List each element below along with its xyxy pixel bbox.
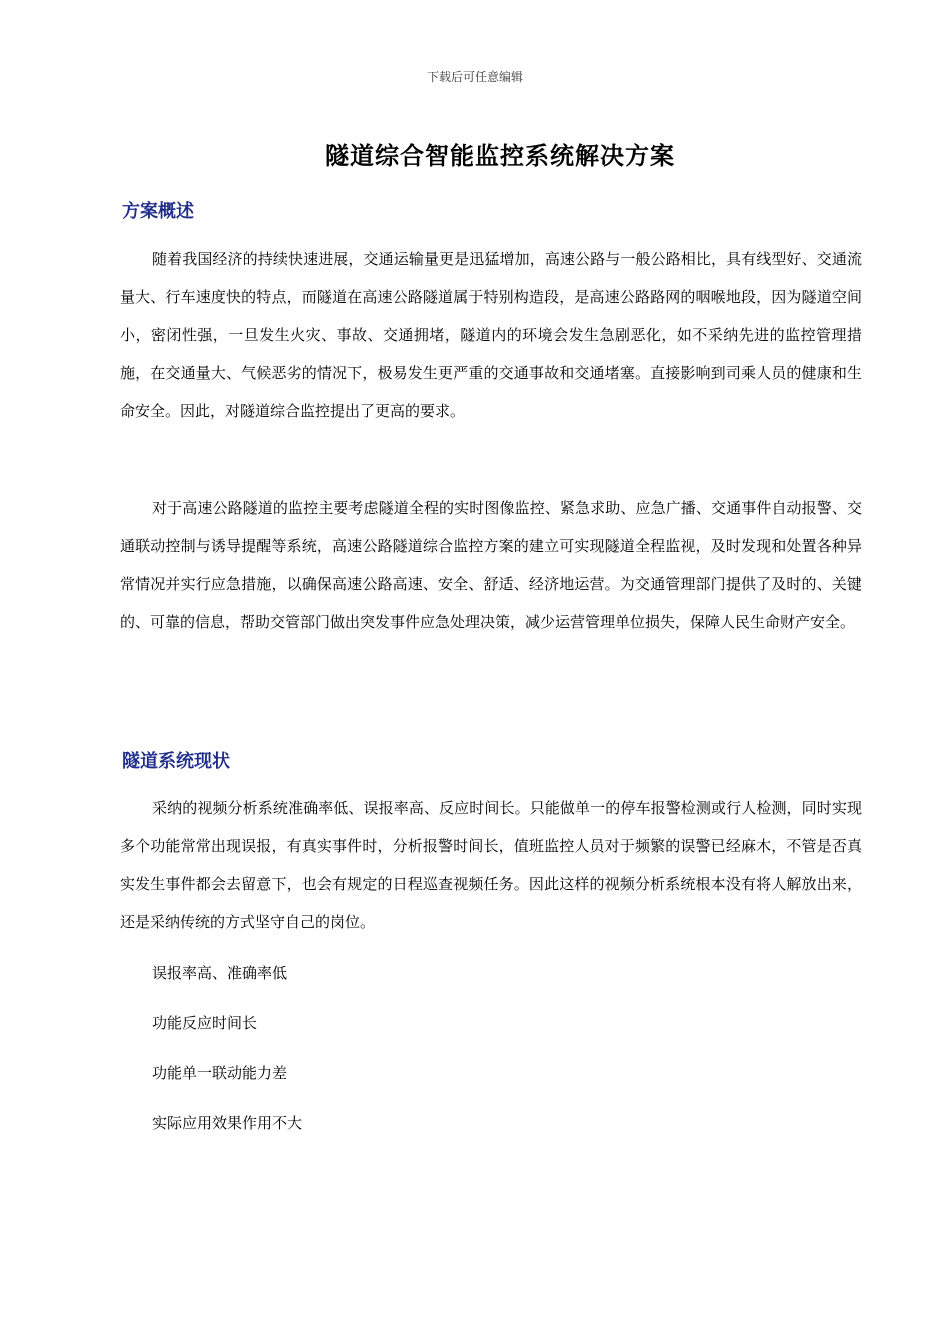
list-item: 功能单一联动能力差 (152, 1064, 288, 1082)
section-title-status: 隧道系统现状 (122, 751, 230, 772)
paragraph-overview-2: 对于高速公路隧道的监控主要考虑隧道全程的实时图像监控、紧急求助、应急广播、交通事件自动报警、交通联动控制与诱导提醒等系统，高速公路隧道综合监控方案的建立可实现隧道全程监视，及时发现和处置各种异常情况并实行应急措施，以确保高速公路高速、安全、舒适、经济地运营。为交通管理部门提供了及时的、关键的、可靠的信息，帮助交管部门做出突发事件应急处理决策，减少运营管理单位损失，保障人民生命财产安全。 (120, 499, 862, 631)
list-item: 功能反应时间长 (152, 1014, 258, 1032)
header-note: 下载后可任意编辑 (426, 70, 523, 84)
document-title: 隧道综合智能监控系统解决方案 (325, 141, 675, 170)
section-title-overview: 方案概述 (122, 201, 194, 222)
list-item: 实际应用效果作用不大 (152, 1114, 303, 1132)
list-item: 误报率高、准确率低 (152, 964, 288, 982)
paragraph-overview-1: 随着我国经济的持续快速进展，交通运输量更是迅猛增加，高速公路与一般公路相比，具有线型好、交通流量大、行车速度快的特点，而隧道在高速公路隧道属于特别构造段，是高速公路路网的咽喉地段，因为隧道空间小，密闭性强，一旦发生火灾、事故、交通拥堵，隧道内的环境会发生急剧恶化，如不采纳先进的监控管理措施，在交通量大、气候恶劣的情况下，极易发生更严重的交通事故和交通堵塞。直接影响到司乘人员的健康和生命安全。因此，对隧道综合监控提出了更高的要求。 (120, 250, 862, 420)
paragraph-status-1: 采纳的视频分析系统准确率低、误报率高、反应时间长。只能做单一的停车报警检测或行人检测，同时实现多个功能常常出现误报，有真实事件时，分析报警时间长，值班监控人员对于频繁的误警已经麻木，不管是否真实发生事件都会去留意下，也会有规定的日程巡查视频任务。因此这样的视频分析系统根本没有将人解放出来，还是采纳传统的方式坚守自己的岗位。 (120, 799, 862, 931)
